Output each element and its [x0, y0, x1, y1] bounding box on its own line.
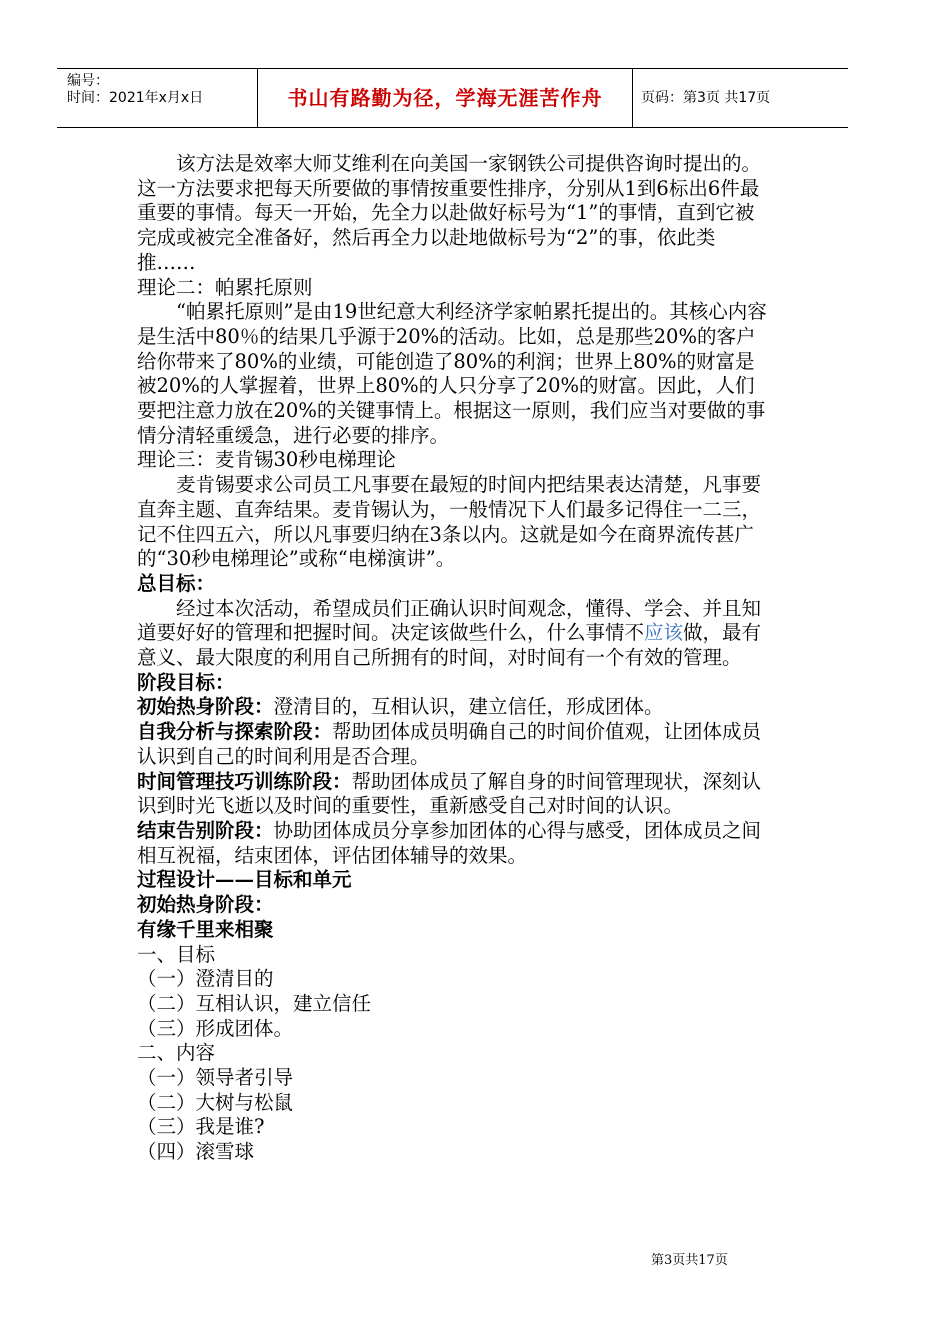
goal-text-part-b: 做，最有意义、最大限度的利用自己所拥有的时间，对时间有一个有效的管理。: [137, 621, 762, 670]
stage-warmup-label: 初始热身阶段：: [137, 695, 274, 719]
paragraph-pareto: “帕累托原则”是由19世纪意大利经济学家帕累托提出的。其核心内容是生活中80％的结果几乎源于20%的活动。比如，总是那些20%的客户给你带来了80%的业绩，可能创造了80%的利润；世界上80%的财富是被20%的人掌握着，世界上80%的人只分享了20%的财富。因此，人们要把注意力放在20%的关键事情上。根据这一原则，我们应当对要做的事情分清轻重缓急，进行必要的排序。: [137, 300, 767, 447]
stage-self-analysis-text: 帮助团体成员明确自己的时间价值观，让团体成员认识到自己的时间利用是否合理。: [137, 720, 762, 768]
header-motto: 书山有路勤为径，学海无涯苦作舟: [258, 69, 633, 127]
goal-item: （一）澄清目的: [137, 967, 274, 991]
stage-skills-training-text: 帮助团体成员了解自身的时间管理现状，深刻认识到时光飞逝以及时间的重要性，重新感受自己对时间的认识。: [137, 769, 762, 818]
document-body: [137, 152, 772, 1165]
document-number-label: 编号：: [67, 73, 109, 89]
section-goals-heading: 一、目标: [137, 942, 216, 966]
stage-self-analysis-label: 自我分析与探索阶段：: [137, 720, 333, 744]
heading-overall-goal: 总目标：: [137, 571, 216, 595]
stage-farewell-label: 结束告别阶段：: [137, 818, 274, 842]
goal-text-link[interactable]: 应该: [644, 621, 684, 645]
content-item: （二）大树与松鼠: [137, 1090, 294, 1114]
goal-item: （三）形成团体。: [137, 1016, 294, 1040]
stage-skills-training-label: 时间管理技巧训练阶段：: [137, 769, 352, 793]
heading-session-title: 有缘千里来相聚: [137, 917, 274, 941]
heading-theory-3: 理论三：麦肯锡30秒电梯理论: [137, 448, 396, 472]
heading-stage-goals: 阶段目标：: [137, 670, 235, 694]
heading-warmup-stage: 初始热身阶段：: [137, 893, 274, 917]
paragraph-overall-goal: [137, 597, 772, 671]
heading-theory-2: 理论二：帕累托原则: [137, 275, 313, 299]
document-time-label: 时间：2021年x月x日: [67, 90, 204, 106]
content-item: （三）我是谁?: [137, 1115, 265, 1139]
paragraph-ivy-lee-method: 该方法是效率大师艾维利在向美国一家钢铁公司提供咨询时提出的。这一方法要求把每天所要做的事情按重要性排序，分别从1到6标出6件最重要的事情。每天一开始，先全力以赴做好标号为“1”的事情，直到它被完成或被完全准备好，然后再全力以赴地做标号为“2”的事，依此类推……: [137, 152, 762, 274]
stage-warmup: [137, 695, 772, 720]
heading-process-design: 过程设计——目标和单元: [137, 868, 352, 892]
header-meta: [57, 69, 258, 127]
content-item: （一）领导者引导: [137, 1066, 294, 1090]
stage-farewell: [137, 819, 772, 868]
header-page-label: 页码：第3页 共17页: [641, 90, 771, 106]
page-footer: 第3页共17页: [651, 1253, 728, 1268]
stage-self-analysis: [137, 720, 772, 769]
goal-text-part-a: 经过本次活动，希望成员们正确认识时间观念，懂得、学会、并且知道要好好的管理和把握时间。决定该做些什么，什么事情不: [137, 596, 762, 645]
section-content-heading: 二、内容: [137, 1041, 216, 1065]
goal-item: （二）互相认识，建立信任: [137, 991, 372, 1015]
stage-farewell-text: 协助团体成员分享参加团体的心得与感受，团体成员之间相互祝福，结束团体，评估团体辅导的效果。: [137, 818, 762, 867]
paragraph-mckinsey: 麦肯锡要求公司员工凡事要在最短的时间内把结果表达清楚，凡事要直奔主题、直奔结果。麦肯锡认为，一般情况下人们最多记得住一二三，记不住四五六，所以凡事要归纳在3条以内。这就是如今在商界流传甚广的“30秒电梯理论”或称“电梯演讲”。: [137, 473, 762, 571]
stage-warmup-text: 澄清目的，互相认识，建立信任，形成团体。: [273, 695, 664, 719]
content-item: （四）滚雪球: [137, 1140, 255, 1164]
stage-skills-training: [137, 770, 772, 819]
page-header: [57, 68, 848, 128]
